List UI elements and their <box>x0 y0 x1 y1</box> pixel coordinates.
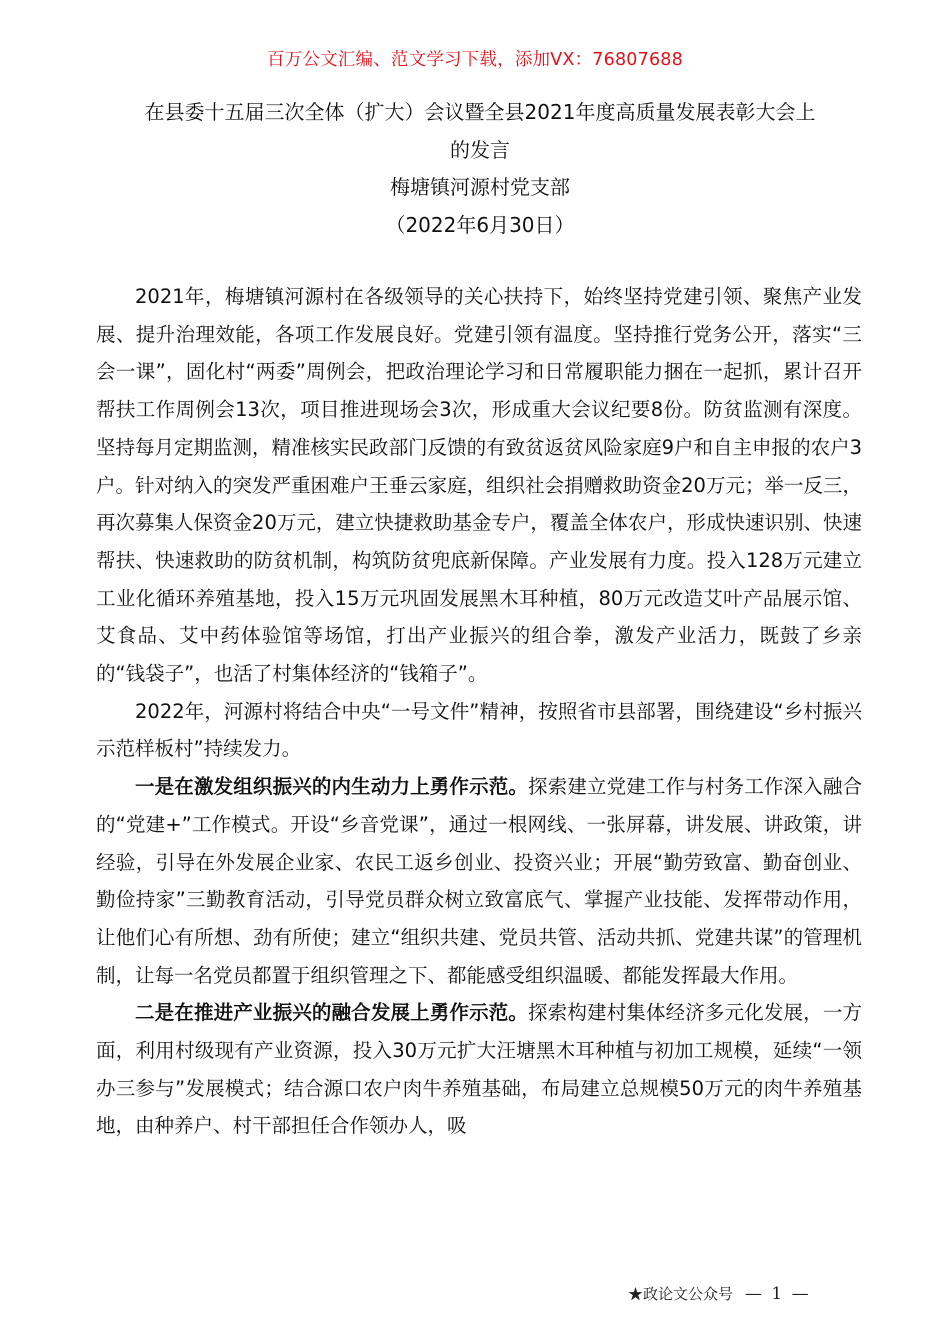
page-footer <box>628 1283 811 1304</box>
speech-date: （2022年6月30日） <box>385 212 575 237</box>
paragraph-text: 探索建立党建工作与村务工作深入融合的“党建+”工作模式。开设“乡音党课”，通过一根网线、一张屏幕，讲发展、讲政策，讲经验，引导在外发展企业家、农民工返乡创业、投资兴业；开展“勤劳致富、勤奋创业、勤俭持家”三勤教育活动，引导党员群众树立致富底气、掌握产业技能、发挥带动作用，让他们心有所想、劲有所使；建立“组织共建、党员共管、活动共抓、党建共谋”的管理机制，让每一名党员都置于组织管理之下、都能感受组织温暖、都能发挥最大作用。 <box>96 775 862 987</box>
paragraph-lead: 一是在激发组织振兴的内生动力上勇作示范。 <box>135 775 529 799</box>
footer-source: ★政论文公众号 <box>628 1285 734 1303</box>
organization-name: 梅塘镇河源村党支部 <box>390 175 570 199</box>
title-line-2: 的发言 <box>450 137 510 162</box>
paragraph-2021-review <box>96 278 862 693</box>
paragraph-2022-plan <box>96 693 862 768</box>
paragraph-text: 2021年，梅塘镇河源村在各级领导的关心扶持下，始终坚持党建引领、聚焦产业发展、提升治理效能，各项工作发展良好。党建引领有温度。坚持推行党务公开，落实“三会一课”，固化村“两委”周例会，把政治理论学习和日常履职能力捆在一起抓，累计召开帮扶工作周例会13次，项目推进现场会3次，形成重大会议纪要8份。防贫监测有深度。坚持每月定期监测，精准核实民政部门反馈的有致贫返贫风险家庭9户和自主申报的农户3户。针对纳入的突发严重困难户王垂云家庭，组织社会捐赠救助资金20万元；举一反三，再次募集人保资金20万元，建立快捷救助基金专户，覆盖全体农户，形成快速识别、快速帮扶、快速救助的防贫机制，构筑防贫兜底新保障。产业发展有力度。投入128万元建立工业化循环养殖基地，投入15万元巩固发展黑木耳种植，80万元改造艾叶产品展示馆、艾食品、艾中药体验馆等场馆，打出产业振兴的组合拳，激发产业活力，既鼓了乡亲的“钱袋子”，也活了村集体经济的“钱箱子”。 <box>96 285 862 686</box>
paragraph-text: 2022年，河源村将结合中央“一号文件”精神，按照省市县部署，围绕建设“乡村振兴示范样板村”持续发力。 <box>96 699 862 761</box>
title-line-1: 在县委十五届三次全体（扩大）会议暨全县2021年度高质量发展表彰大会上 <box>144 100 816 124</box>
paragraph-lead: 二是在推进产业振兴的融合发展上勇作示范。 <box>135 1001 529 1025</box>
document-header <box>100 94 860 244</box>
paragraph-text: 探索构建村集体经济多元化发展，一方面，利用村级现有产业资源，投入30万元扩大汪塘黑木耳种植与初加工规模，延续“一领办三参与”发展模式；结合源口农户肉牛养殖基础，布局建立总规模50万元的肉牛养殖基地，由种养户、村干部担任合作领办人，吸 <box>96 1001 862 1138</box>
page-number: — 1 — <box>745 1284 811 1304</box>
paragraph-industry-revitalization <box>96 994 862 1145</box>
paragraph-organization-revitalization <box>96 768 862 994</box>
document-body <box>96 278 862 1145</box>
watermark-banner: 百万公文汇编、范文学习下载，添加VX：76807688 <box>267 50 683 70</box>
